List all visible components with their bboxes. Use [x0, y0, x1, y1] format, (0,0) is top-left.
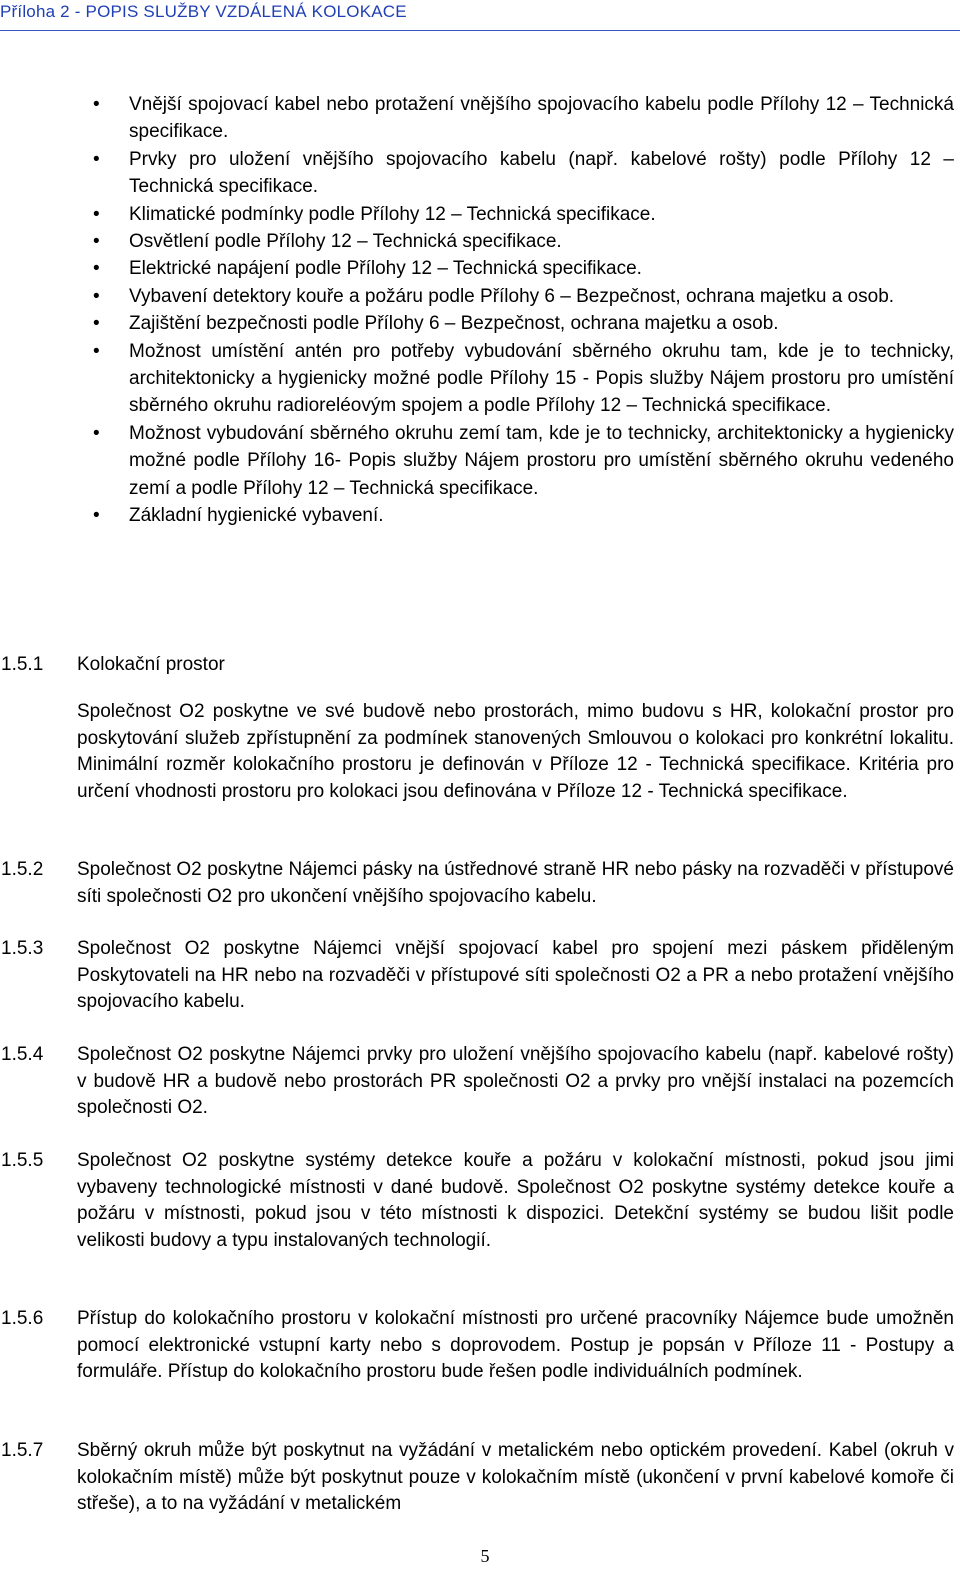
list-item: [0, 146, 960, 201]
section-text: Přístup do kolokačního prostoru v kolokační místnosti pro určené pracovníky Nájemce bude umožněn pomocí elektronické vstupní karty nebo s doprovodem. Postup je popsán v Příloze 11 - Postupy a formuláře. Přístup do kolokačního prostoru bude řešen podle individuálních podmínek.: [77, 1308, 954, 1383]
list-item-text: Prvky pro uložení vnějšího spojovacího kabelu (např. kabelové rošty) podle Přílohy 12 – Technická specifikace.: [129, 148, 954, 198]
list-item: [0, 502, 960, 529]
section-heading: Kolokační prostor: [77, 654, 225, 675]
section-text: Společnost O2 poskytne ve své budově nebo prostorách, mimo budovu s HR, kolokační prostor pro poskytování služeb zpřístupnění za podmínek stanovených Smlouvou o kolokaci pro konkrétní lokalitu. Minimální rozměr kolokačního prostoru je definován v Příloze 12 - Technická specifikace. Kritéria pro určení vhodnosti prostoru pro kolokaci jsou definována v Příloze 12 - Technická specifikace.: [77, 701, 954, 802]
bullet-icon: •: [93, 231, 100, 253]
header-rule: [0, 30, 960, 31]
list-item: [0, 255, 960, 282]
section-text: Společnost O2 poskytne Nájemci vnější spojovací kabel pro spojení mezi páskem přiděleným Poskytovateli na HR nebo na rozvaděči v přístupové síti společnosti O2 a PR a nebo protažení vnějšího spojovacího kabelu.: [77, 938, 954, 1013]
section-1-5-6: [0, 1306, 960, 1386]
section-number: 1.5.6: [1, 1308, 44, 1329]
section-1-5-1-paragraph: [0, 699, 960, 805]
bullet-icon: •: [93, 313, 100, 335]
section-number: 1.5.5: [1, 1150, 44, 1171]
section-number: 1.5.2: [1, 859, 44, 880]
bullet-icon: •: [93, 505, 100, 527]
bullet-icon: •: [93, 258, 100, 280]
list-item-text: Základní hygienické vybavení.: [129, 505, 384, 527]
section-text: Sběrný okruh může být poskytnut na vyžádání v metalickém nebo optickém provedení. Kabel (okruh v kolokačním místě) může být poskytnut pouze v kolokačním místě (ukončení v první kabelové komoře či střeše), a to na vyžádání v metalickém: [77, 1440, 954, 1515]
list-item-text: Klimatické podmínky podle Přílohy 12 – Technická specifikace.: [129, 203, 656, 225]
list-item: [0, 310, 960, 337]
list-item-text: Vybavení detektory kouře a požáru podle Přílohy 6 – Bezpečnost, ochrana majetku a osob.: [129, 285, 895, 307]
list-item: [0, 228, 960, 255]
list-item: [0, 420, 960, 502]
list-item-text: Možnost umístění antén pro potřeby vybudování sběrného okruhu tam, kde je to technicky, architektonicky a hygienicky možné podle Přílohy 15 - Popis služby Nájem prostoru pro umístění sběrného okruhu radioreléovým spojem a podle Přílohy 12 – Technická specifikace.: [129, 340, 954, 417]
section-text: Společnost O2 poskytne Nájemci prvky pro uložení vnějšího spojovacího kabelu (např. kabelové rošty) v budově HR a budově nebo prostorách PR společnosti O2 a prvky pro vnější instalaci na pozemcích společnosti O2.: [77, 1044, 954, 1119]
document-header: Příloha 2 - POPIS SLUŽBY VZDÁLENÁ KOLOKACE: [0, 2, 407, 21]
list-item-text: Osvětlení podle Přílohy 12 – Technická specifikace.: [129, 231, 562, 253]
bullet-icon: •: [93, 148, 100, 170]
list-item: [0, 201, 960, 228]
bullet-icon: •: [93, 203, 100, 225]
section-heading-1-5-1: [0, 652, 960, 679]
section-text: Společnost O2 poskytne Nájemci pásky na ústřednové straně HR nebo pásky na rozvaděči v přístupové síti společnosti O2 pro ukončení vnějšího spojovacího kabelu.: [77, 859, 954, 907]
requirements-bullet-list: [0, 91, 960, 530]
list-item-text: Možnost vybudování sběrného okruhu zemí tam, kde je to technicky, architektonicky a hygienicky možné podle Přílohy 16- Popis služby Nájem prostoru pro umístění sběrného okruhu vedeného zemí a podle Přílohy 12 – Technická specifikace.: [129, 422, 954, 499]
section-text: Společnost O2 poskytne systémy detekce kouře a požáru v kolokační místnosti, pokud jsou jimi vybaveny technologické místnosti v dané budově. Společnost O2 poskytne systémy detekce kouře a požáru v místnosti, pokud jsou v této místnosti k dispozici. Detekční systémy se budou lišit podle velikosti budovy a typu instalovaných technologií.: [77, 1150, 954, 1251]
bullet-icon: •: [93, 285, 100, 307]
list-item-text: Zajištění bezpečnosti podle Přílohy 6 – Bezpečnost, ochrana majetku a osob.: [129, 313, 779, 335]
list-item-text: Elektrické napájení podle Přílohy 12 – Technická specifikace.: [129, 258, 642, 280]
section-number: 1.5.4: [1, 1044, 44, 1065]
bullet-icon: •: [93, 94, 100, 115]
section-1-5-2: [0, 857, 960, 910]
page-number: 5: [480, 1546, 490, 1566]
list-item: [0, 338, 960, 420]
list-item: [0, 91, 960, 146]
section-number: 1.5.7: [1, 1440, 44, 1461]
section-1-5-5: [0, 1148, 960, 1254]
list-item: [0, 283, 960, 310]
bullet-icon: •: [93, 340, 100, 362]
section-1-5-7: [0, 1438, 960, 1518]
section-number: 1.5.3: [1, 938, 44, 959]
section-number: 1.5.1: [1, 654, 44, 675]
section-1-5-4: [0, 1042, 960, 1122]
section-1-5-3: [0, 936, 960, 1016]
list-item-text: Vnější spojovací kabel nebo protažení vnějšího spojovacího kabelu podle Přílohy 12 – Technická specifikace.: [129, 94, 954, 143]
bullet-icon: •: [93, 422, 100, 444]
